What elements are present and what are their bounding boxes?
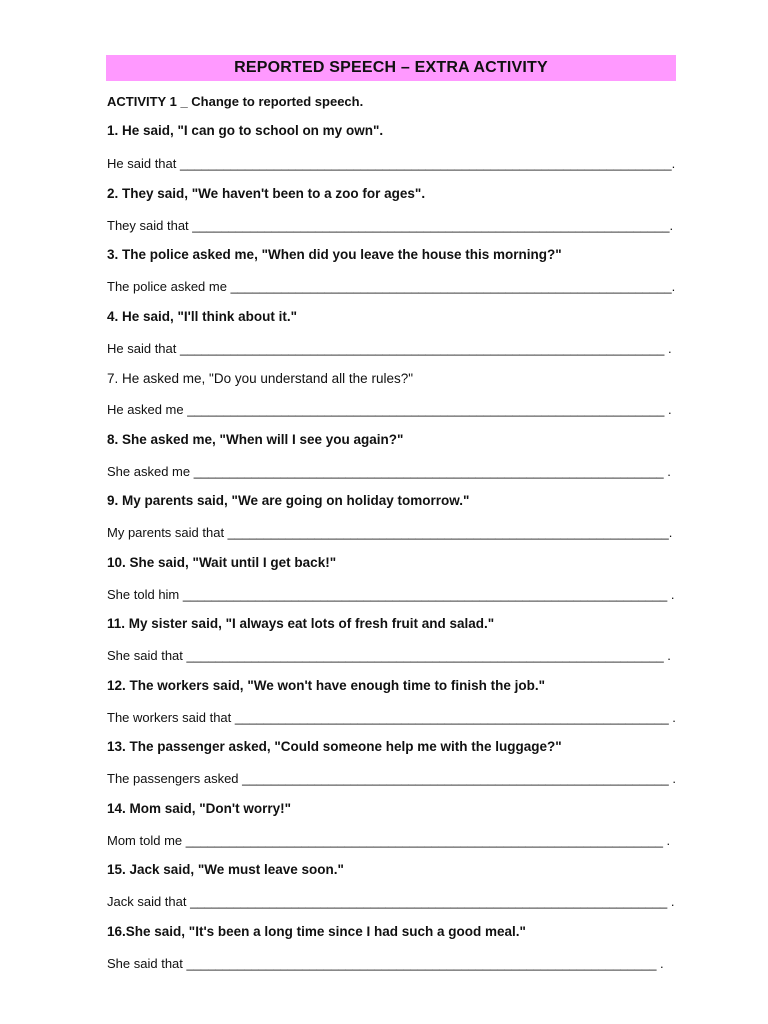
answer-line-12: The workers said that ____________________________________________________________ . — [107, 710, 676, 725]
answer-line-15: Jack said that __________________________________________________________________ . — [107, 894, 675, 909]
question-3: 3. The police asked me, "When did you leave the house this morning?" — [107, 247, 562, 262]
question-10: 10. She said, "Wait until I get back!" — [107, 555, 337, 570]
question-4: 4. He said, "I'll think about it." — [107, 309, 298, 324]
question-7: 7. He asked me, "Do you understand all the rules?" — [107, 371, 414, 386]
answer-line-1: He said that ____________________________________________________________________. — [107, 156, 676, 171]
answer-line-11: She said that __________________________________________________________________ . — [107, 648, 671, 663]
answer-line-10: She told him ___________________________________________________________________ . — [107, 587, 675, 602]
answer-line-7: He asked me __________________________________________________________________ . — [107, 402, 672, 417]
answer-line-14: Mom told me __________________________________________________________________ . — [107, 833, 671, 848]
answer-line-9: My parents said that _____________________________________________________________. — [107, 525, 673, 540]
question-15: 15. Jack said, "We must leave soon." — [107, 862, 344, 877]
question-13: 13. The passenger asked, "Could someone help me with the luggage?" — [107, 739, 562, 754]
answer-line-8: She asked me _________________________________________________________________ . — [107, 464, 671, 479]
answer-line-4: He said that ___________________________________________________________________ . — [107, 341, 672, 356]
question-11: 11. My sister said, "I always eat lots of fresh fruit and salad." — [107, 616, 495, 631]
question-16: 16.She said, "It's been a long time since I had such a good meal." — [107, 924, 526, 939]
answer-line-13: The passengers asked ___________________________________________________________ . — [107, 771, 676, 786]
question-14: 14. Mom said, "Don't worry!" — [107, 801, 292, 816]
answer-line-3: The police asked me _____________________________________________________________. — [107, 279, 676, 294]
question-9: 9. My parents said, "We are going on holiday tomorrow." — [107, 493, 470, 508]
answer-line-2: They said that __________________________________________________________________. — [107, 218, 674, 233]
activity-instruction: ACTIVITY 1 _ Change to reported speech. — [107, 94, 364, 109]
question-12: 12. The workers said, "We won't have enough time to finish the job." — [107, 678, 546, 693]
question-8: 8. She asked me, "When will I see you again?" — [107, 432, 404, 447]
question-1: 1. He said, "I can go to school on my own". — [107, 123, 384, 138]
answer-line-16: She said that _________________________________________________________________ . — [107, 956, 664, 971]
question-2: 2. They said, "We haven't been to a zoo for ages". — [107, 186, 426, 201]
worksheet-title: REPORTED SPEECH – EXTRA ACTIVITY — [106, 55, 676, 81]
